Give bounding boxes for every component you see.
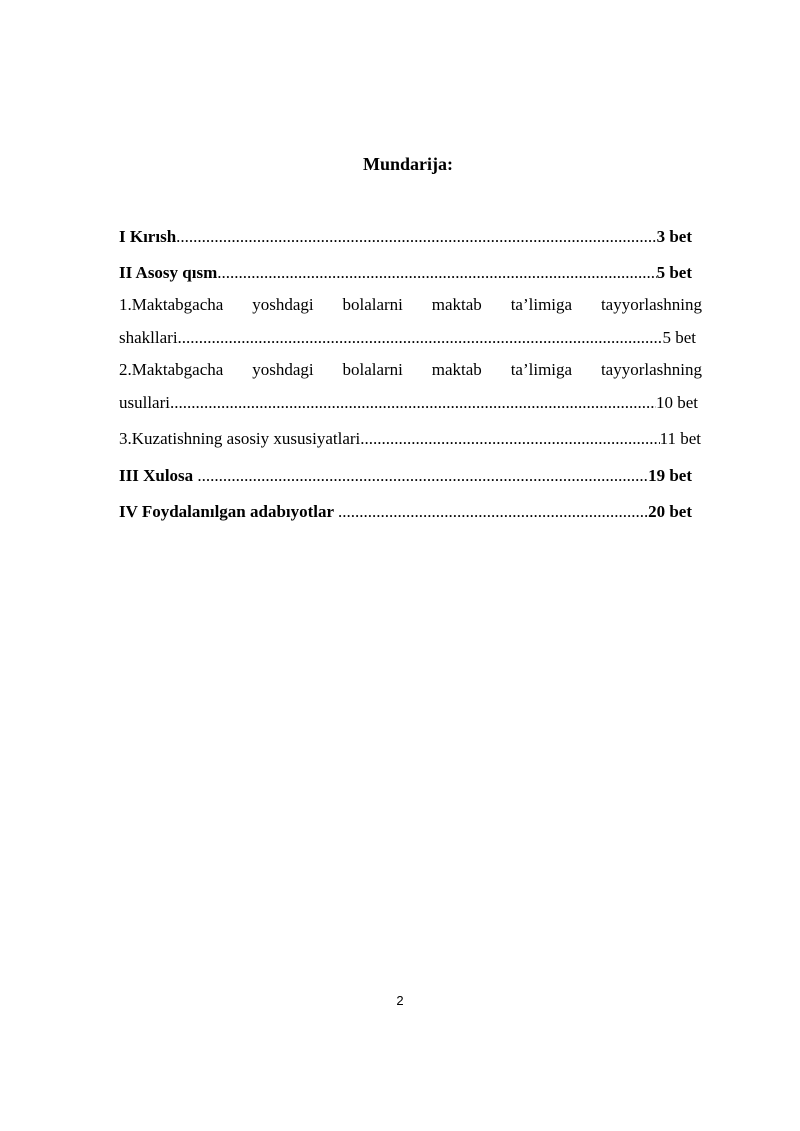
dot-leader [360, 428, 659, 450]
word: tayyorlashning [600, 360, 702, 379]
word: bolalarni [342, 295, 403, 314]
dot-leader [176, 226, 656, 248]
toc-entry-label: IV Foydalanılgan adabıyotlar [119, 502, 339, 521]
toc-entry-forms-line1 [119, 294, 702, 316]
word: maktab [431, 360, 482, 379]
dot-leader [170, 392, 656, 414]
word: yoshdagi [252, 295, 314, 314]
dot-leader [197, 465, 648, 487]
toc-entry-page: 3 bet [656, 227, 692, 246]
dot-leader [217, 262, 656, 284]
toc-entry-methods-line1 [119, 359, 702, 381]
toc-entry-introduction [119, 226, 692, 248]
toc-entry-conclusion [119, 465, 692, 487]
toc-entry-label: III Xulosa [119, 466, 198, 485]
toc-entry-label: I Kırısh [119, 227, 177, 246]
toc-entry-page: 5 bet [662, 328, 696, 347]
toc-entry-page: 19 bet [648, 466, 692, 485]
word: bolalarni [342, 360, 403, 379]
dot-leader [338, 501, 648, 523]
toc-entry-forms-line2 [119, 327, 696, 349]
word: maktab [431, 295, 482, 314]
toc-entry-main-part [119, 262, 692, 284]
word: tayyorlashning [600, 295, 702, 314]
toc-entry-page: 20 bet [648, 502, 692, 521]
toc-entry-label: 3.Kuzatishning asosiy xususiyatlari [119, 429, 361, 448]
toc-entry-page: 10 bet [655, 393, 698, 412]
toc-entry-page: 5 bet [656, 263, 692, 282]
toc-entry-label: II Asosy qısm [119, 263, 218, 282]
word: 2.Maktabgacha [119, 360, 224, 379]
toc-entry-references [119, 501, 692, 523]
word: 1.Maktabgacha [119, 295, 224, 314]
word: yoshdagi [252, 360, 314, 379]
word: ta’limiga [510, 360, 573, 379]
page-title: Mundarija: [363, 154, 453, 174]
toc-entry-label: shakllari [119, 328, 178, 347]
toc-entry-page: 11 bet [659, 429, 701, 448]
toc-entry-methods-line2 [119, 392, 698, 414]
word: ta’limiga [510, 295, 573, 314]
toc-entry-observation [119, 428, 701, 450]
toc-entry-label: usullari [119, 393, 170, 412]
page-number: 2 [396, 993, 404, 1008]
dot-leader [178, 327, 663, 349]
